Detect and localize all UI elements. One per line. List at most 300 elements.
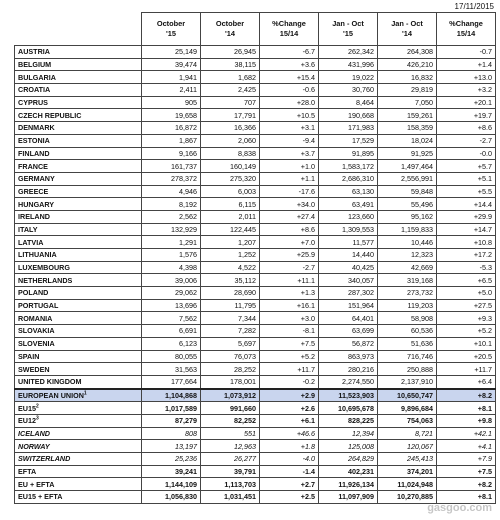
value-cell: 11,097,909 <box>319 491 378 504</box>
value-cell: +7.5 <box>437 465 496 478</box>
country-cell <box>15 465 142 478</box>
footnote-marker: 2 <box>35 403 39 410</box>
value-cell: 2,411 <box>142 84 201 97</box>
value-cell: 161,737 <box>142 160 201 173</box>
value-cell: 991,660 <box>201 402 260 415</box>
value-cell: 19,658 <box>142 109 201 122</box>
value-cell: +16.1 <box>260 299 319 312</box>
country-name: CYPRUS <box>18 98 48 108</box>
value-cell: +14.7 <box>437 223 496 236</box>
country-name: EFTA <box>18 467 37 477</box>
value-cell: 29,819 <box>378 84 437 97</box>
value-cell: +14.4 <box>437 198 496 211</box>
country-name: EU15 <box>18 403 36 413</box>
country-cell <box>15 440 142 453</box>
value-cell: -6.7 <box>260 46 319 59</box>
value-cell: 5,697 <box>201 337 260 350</box>
table-row <box>15 402 496 415</box>
country-cell <box>15 223 142 236</box>
country-name: SLOVENIA <box>18 339 55 349</box>
value-cell: +10.1 <box>437 337 496 350</box>
table-row <box>15 46 496 59</box>
table-row <box>15 261 496 274</box>
value-cell: +2.5 <box>260 491 319 504</box>
value-cell: +2.9 <box>260 389 319 402</box>
value-cell: 1,252 <box>201 249 260 262</box>
table-row <box>15 414 496 427</box>
value-cell: +8.6 <box>260 223 319 236</box>
value-cell: 14,440 <box>319 249 378 262</box>
value-cell: 151,964 <box>319 299 378 312</box>
value-cell: 11,024,948 <box>378 478 437 491</box>
table-row <box>15 71 496 84</box>
value-cell: 125,008 <box>319 440 378 453</box>
value-cell: +8.6 <box>437 122 496 135</box>
value-cell: -2.7 <box>437 134 496 147</box>
value-cell: 123,660 <box>319 210 378 223</box>
value-cell: -0.6 <box>260 84 319 97</box>
value-cell: -4.0 <box>260 453 319 466</box>
value-cell: 2,425 <box>201 84 260 97</box>
value-cell: 17,791 <box>201 109 260 122</box>
value-cell: 754,063 <box>378 414 437 427</box>
table-row <box>15 299 496 312</box>
value-cell: +8.1 <box>437 402 496 415</box>
country-name: ESTONIA <box>18 136 50 146</box>
value-cell: +5.2 <box>260 350 319 363</box>
value-cell: 1,017,589 <box>142 402 201 415</box>
value-cell: 1,941 <box>142 71 201 84</box>
value-cell: +5.5 <box>437 185 496 198</box>
country-cell <box>15 274 142 287</box>
country-name: POLAND <box>18 288 49 298</box>
value-cell: 13,696 <box>142 299 201 312</box>
value-cell: +27.5 <box>437 299 496 312</box>
value-cell: +7.0 <box>260 236 319 249</box>
country-name: NETHERLANDS <box>18 275 73 285</box>
value-cell: +5.1 <box>437 172 496 185</box>
value-cell: 7,050 <box>378 96 437 109</box>
country-cell <box>15 427 142 440</box>
table-row <box>15 96 496 109</box>
value-cell: 91,925 <box>378 147 437 160</box>
value-cell: 190,668 <box>319 109 378 122</box>
value-cell: 58,908 <box>378 312 437 325</box>
country-cell <box>15 363 142 376</box>
value-cell: 16,366 <box>201 122 260 135</box>
table-row <box>15 249 496 262</box>
country-cell <box>15 109 142 122</box>
value-cell: 25,149 <box>142 46 201 59</box>
value-cell: +6.4 <box>437 375 496 388</box>
value-cell: 6,003 <box>201 185 260 198</box>
value-cell: 10,650,747 <box>378 389 437 402</box>
value-cell: 2,060 <box>201 134 260 147</box>
country-name: LUXEMBOURG <box>18 263 70 273</box>
country-name: EU + EFTA <box>18 479 55 489</box>
table-row <box>15 491 496 504</box>
value-cell: 1,309,553 <box>319 223 378 236</box>
table-row <box>15 172 496 185</box>
country-cell <box>15 58 142 71</box>
country-cell <box>15 337 142 350</box>
header-cell-october-14: October '14 <box>201 13 260 46</box>
header-cell-ytd-15: Jan - Oct '15 <box>319 13 378 46</box>
value-cell: +3.7 <box>260 147 319 160</box>
value-cell: +1.8 <box>260 440 319 453</box>
country-name: SWITZERLAND <box>18 454 71 464</box>
value-cell: 1,113,703 <box>201 478 260 491</box>
value-cell: 119,203 <box>378 299 437 312</box>
value-cell: 12,323 <box>378 249 437 262</box>
value-cell: 28,252 <box>201 363 260 376</box>
value-cell: +46.6 <box>260 427 319 440</box>
table-row <box>15 287 496 300</box>
value-cell: 63,130 <box>319 185 378 198</box>
country-cell <box>15 160 142 173</box>
country-name: NORWAY <box>18 441 50 451</box>
country-name: FRANCE <box>18 161 48 171</box>
value-cell: 60,536 <box>378 325 437 338</box>
watermark-logo: gasgoo.com <box>427 502 492 514</box>
value-cell: 1,576 <box>142 249 201 262</box>
value-cell: 2,137,910 <box>378 375 437 388</box>
value-cell: +13.0 <box>437 71 496 84</box>
country-cell <box>15 84 142 97</box>
value-cell: 87,279 <box>142 414 201 427</box>
value-cell: -1.4 <box>260 465 319 478</box>
country-cell <box>15 71 142 84</box>
value-cell: 716,746 <box>378 350 437 363</box>
country-cell <box>15 261 142 274</box>
value-cell: 1,073,912 <box>201 389 260 402</box>
value-cell: -8.1 <box>260 325 319 338</box>
value-cell: +6.1 <box>260 414 319 427</box>
country-name: IRELAND <box>18 212 50 222</box>
value-cell: 8,464 <box>319 96 378 109</box>
value-cell: +10.8 <box>437 236 496 249</box>
value-cell: +11.7 <box>260 363 319 376</box>
table-row <box>15 389 496 402</box>
header-row <box>15 13 496 46</box>
country-cell <box>15 210 142 223</box>
value-cell: 319,168 <box>378 274 437 287</box>
value-cell: +10.5 <box>260 109 319 122</box>
country-name: EU15 + EFTA <box>18 492 63 502</box>
value-cell: 2,274,550 <box>319 375 378 388</box>
country-name: SLOVAKIA <box>18 326 55 336</box>
table-row <box>15 198 496 211</box>
value-cell: -5.3 <box>437 261 496 274</box>
value-cell: 7,562 <box>142 312 201 325</box>
country-cell <box>15 375 142 388</box>
table-row <box>15 210 496 223</box>
table-row <box>15 325 496 338</box>
value-cell: +11.7 <box>437 363 496 376</box>
country-cell <box>15 389 142 402</box>
country-name: EUROPEAN UNION <box>18 390 84 400</box>
value-cell: 39,791 <box>201 465 260 478</box>
value-cell: +3.2 <box>437 84 496 97</box>
value-cell: 273,732 <box>378 287 437 300</box>
value-cell: 1,031,451 <box>201 491 260 504</box>
value-cell: 158,359 <box>378 122 437 135</box>
value-cell: 10,446 <box>378 236 437 249</box>
value-cell: +1.1 <box>260 172 319 185</box>
value-cell: 80,055 <box>142 350 201 363</box>
table-body <box>15 46 496 504</box>
value-cell: 551 <box>201 427 260 440</box>
value-cell: 262,342 <box>319 46 378 59</box>
country-cell <box>15 325 142 338</box>
value-cell: 6,115 <box>201 198 260 211</box>
country-name: LITHUANIA <box>18 250 57 260</box>
value-cell: +1.3 <box>260 287 319 300</box>
table-row <box>15 160 496 173</box>
value-cell: 17,529 <box>319 134 378 147</box>
country-name: HUNGARY <box>18 199 55 209</box>
value-cell: +34.0 <box>260 198 319 211</box>
value-cell: -17.6 <box>260 185 319 198</box>
value-cell: 264,308 <box>378 46 437 59</box>
country-cell <box>15 185 142 198</box>
value-cell: 42,669 <box>378 261 437 274</box>
country-cell <box>15 491 142 504</box>
report-date: 17/11/2015 <box>454 2 494 11</box>
value-cell: -0.7 <box>437 46 496 59</box>
country-name: SWEDEN <box>18 364 50 374</box>
value-cell: 56,872 <box>319 337 378 350</box>
country-cell <box>15 147 142 160</box>
value-cell: 40,425 <box>319 261 378 274</box>
table-row <box>15 147 496 160</box>
value-cell: +9.3 <box>437 312 496 325</box>
value-cell: +8.1 <box>437 491 496 504</box>
value-cell: 431,996 <box>319 58 378 71</box>
value-cell: +42.1 <box>437 427 496 440</box>
value-cell: 863,973 <box>319 350 378 363</box>
value-cell: 278,372 <box>142 172 201 185</box>
value-cell: 91,895 <box>319 147 378 160</box>
value-cell: 26,945 <box>201 46 260 59</box>
value-cell: 30,760 <box>319 84 378 97</box>
country-cell <box>15 134 142 147</box>
header-cell-country <box>15 13 142 46</box>
value-cell: 1,583,172 <box>319 160 378 173</box>
value-cell: 1,056,830 <box>142 491 201 504</box>
value-cell: 122,445 <box>201 223 260 236</box>
value-cell: 35,112 <box>201 274 260 287</box>
value-cell: 39,241 <box>142 465 201 478</box>
country-cell <box>15 122 142 135</box>
value-cell: 1,497,464 <box>378 160 437 173</box>
value-cell: 275,320 <box>201 172 260 185</box>
value-cell: +1.4 <box>437 58 496 71</box>
value-cell: 7,344 <box>201 312 260 325</box>
value-cell: +8.2 <box>437 389 496 402</box>
value-cell: 2,686,310 <box>319 172 378 185</box>
value-cell: 707 <box>201 96 260 109</box>
value-cell: +29.9 <box>437 210 496 223</box>
value-cell: -0.0 <box>437 147 496 160</box>
country-name: LATVIA <box>18 237 44 247</box>
value-cell: +7.5 <box>260 337 319 350</box>
country-name: FINLAND <box>18 148 50 158</box>
value-cell: 63,491 <box>319 198 378 211</box>
country-cell <box>15 350 142 363</box>
country-cell <box>15 453 142 466</box>
value-cell: 1,291 <box>142 236 201 249</box>
value-cell: +5.0 <box>437 287 496 300</box>
table-row <box>15 84 496 97</box>
table-row <box>15 58 496 71</box>
country-name: UNITED KINGDOM <box>18 377 82 387</box>
value-cell: +2.7 <box>260 478 319 491</box>
table-row <box>15 427 496 440</box>
value-cell: 10,270,885 <box>378 491 437 504</box>
table-row <box>15 337 496 350</box>
value-cell: 4,946 <box>142 185 201 198</box>
value-cell: 1,207 <box>201 236 260 249</box>
value-cell: 51,636 <box>378 337 437 350</box>
value-cell: 25,236 <box>142 453 201 466</box>
value-cell: 13,197 <box>142 440 201 453</box>
value-cell: +1.0 <box>260 160 319 173</box>
value-cell: +3.6 <box>260 58 319 71</box>
country-name: ICELAND <box>18 428 50 438</box>
header-cell-month-change: %Change 15/14 <box>260 13 319 46</box>
country-name: ITALY <box>18 224 38 234</box>
header-cell-ytd-change: %Change 15/14 <box>437 13 496 46</box>
value-cell: 26,277 <box>201 453 260 466</box>
table-row <box>15 453 496 466</box>
country-name: CROATIA <box>18 85 51 95</box>
value-cell: 2,562 <box>142 210 201 223</box>
value-cell: 160,149 <box>201 160 260 173</box>
value-cell: +7.9 <box>437 453 496 466</box>
value-cell: 11,795 <box>201 299 260 312</box>
value-cell: 59,848 <box>378 185 437 198</box>
table-row <box>15 109 496 122</box>
value-cell: 4,522 <box>201 261 260 274</box>
value-cell: 63,699 <box>319 325 378 338</box>
table-row <box>15 122 496 135</box>
value-cell: 95,162 <box>378 210 437 223</box>
country-name: EU12 <box>18 416 36 426</box>
value-cell: 264,829 <box>319 453 378 466</box>
value-cell: 12,394 <box>319 427 378 440</box>
value-cell: +17.2 <box>437 249 496 262</box>
country-name: BULGARIA <box>18 72 56 82</box>
value-cell: 1,104,868 <box>142 389 201 402</box>
value-cell: 39,474 <box>142 58 201 71</box>
value-cell: 6,123 <box>142 337 201 350</box>
value-cell: -9.4 <box>260 134 319 147</box>
value-cell: 287,302 <box>319 287 378 300</box>
value-cell: +5.2 <box>437 325 496 338</box>
value-cell: 19,022 <box>319 71 378 84</box>
value-cell: +20.1 <box>437 96 496 109</box>
table-row <box>15 185 496 198</box>
value-cell: 38,115 <box>201 58 260 71</box>
table-row <box>15 134 496 147</box>
value-cell: +9.8 <box>437 414 496 427</box>
country-name: ROMANIA <box>18 313 53 323</box>
value-cell: 1,144,109 <box>142 478 201 491</box>
table-row <box>15 350 496 363</box>
value-cell: 159,261 <box>378 109 437 122</box>
value-cell: 280,216 <box>319 363 378 376</box>
value-cell: 9,896,684 <box>378 402 437 415</box>
value-cell: 11,523,903 <box>319 389 378 402</box>
value-cell: 178,001 <box>201 375 260 388</box>
value-cell: 905 <box>142 96 201 109</box>
value-cell: 11,926,134 <box>319 478 378 491</box>
value-cell: 4,398 <box>142 261 201 274</box>
country-name: GERMANY <box>18 174 55 184</box>
value-cell: 177,664 <box>142 375 201 388</box>
value-cell: 2,011 <box>201 210 260 223</box>
table-row <box>15 223 496 236</box>
country-cell <box>15 46 142 59</box>
value-cell: -0.2 <box>260 375 319 388</box>
value-cell: +4.1 <box>437 440 496 453</box>
value-cell: 120,067 <box>378 440 437 453</box>
value-cell: +19.7 <box>437 109 496 122</box>
value-cell: +27.4 <box>260 210 319 223</box>
value-cell: 31,563 <box>142 363 201 376</box>
value-cell: 16,832 <box>378 71 437 84</box>
footnote-marker: 3 <box>35 415 39 422</box>
value-cell: +11.1 <box>260 274 319 287</box>
value-cell: +15.4 <box>260 71 319 84</box>
value-cell: 250,888 <box>378 363 437 376</box>
country-cell <box>15 414 142 427</box>
value-cell: 374,201 <box>378 465 437 478</box>
value-cell: 82,252 <box>201 414 260 427</box>
table-row <box>15 478 496 491</box>
value-cell: +25.9 <box>260 249 319 262</box>
value-cell: +20.5 <box>437 350 496 363</box>
value-cell: 28,690 <box>201 287 260 300</box>
value-cell: +28.0 <box>260 96 319 109</box>
value-cell: 171,983 <box>319 122 378 135</box>
country-cell <box>15 236 142 249</box>
value-cell: +2.6 <box>260 402 319 415</box>
value-cell: 8,192 <box>142 198 201 211</box>
country-cell <box>15 96 142 109</box>
table-row <box>15 274 496 287</box>
country-cell <box>15 312 142 325</box>
value-cell: +3.1 <box>260 122 319 135</box>
country-name: AUSTRIA <box>18 47 50 57</box>
country-cell <box>15 402 142 415</box>
table-row <box>15 375 496 388</box>
country-name: PORTUGAL <box>18 301 59 311</box>
country-name: GREECE <box>18 186 49 196</box>
country-cell <box>15 299 142 312</box>
country-cell <box>15 287 142 300</box>
table-row <box>15 363 496 376</box>
value-cell: 340,057 <box>319 274 378 287</box>
value-cell: 16,872 <box>142 122 201 135</box>
value-cell: 8,721 <box>378 427 437 440</box>
value-cell: 9,166 <box>142 147 201 160</box>
registrations-table <box>14 12 496 504</box>
value-cell: 29,062 <box>142 287 201 300</box>
table-row <box>15 236 496 249</box>
value-cell: 245,413 <box>378 453 437 466</box>
